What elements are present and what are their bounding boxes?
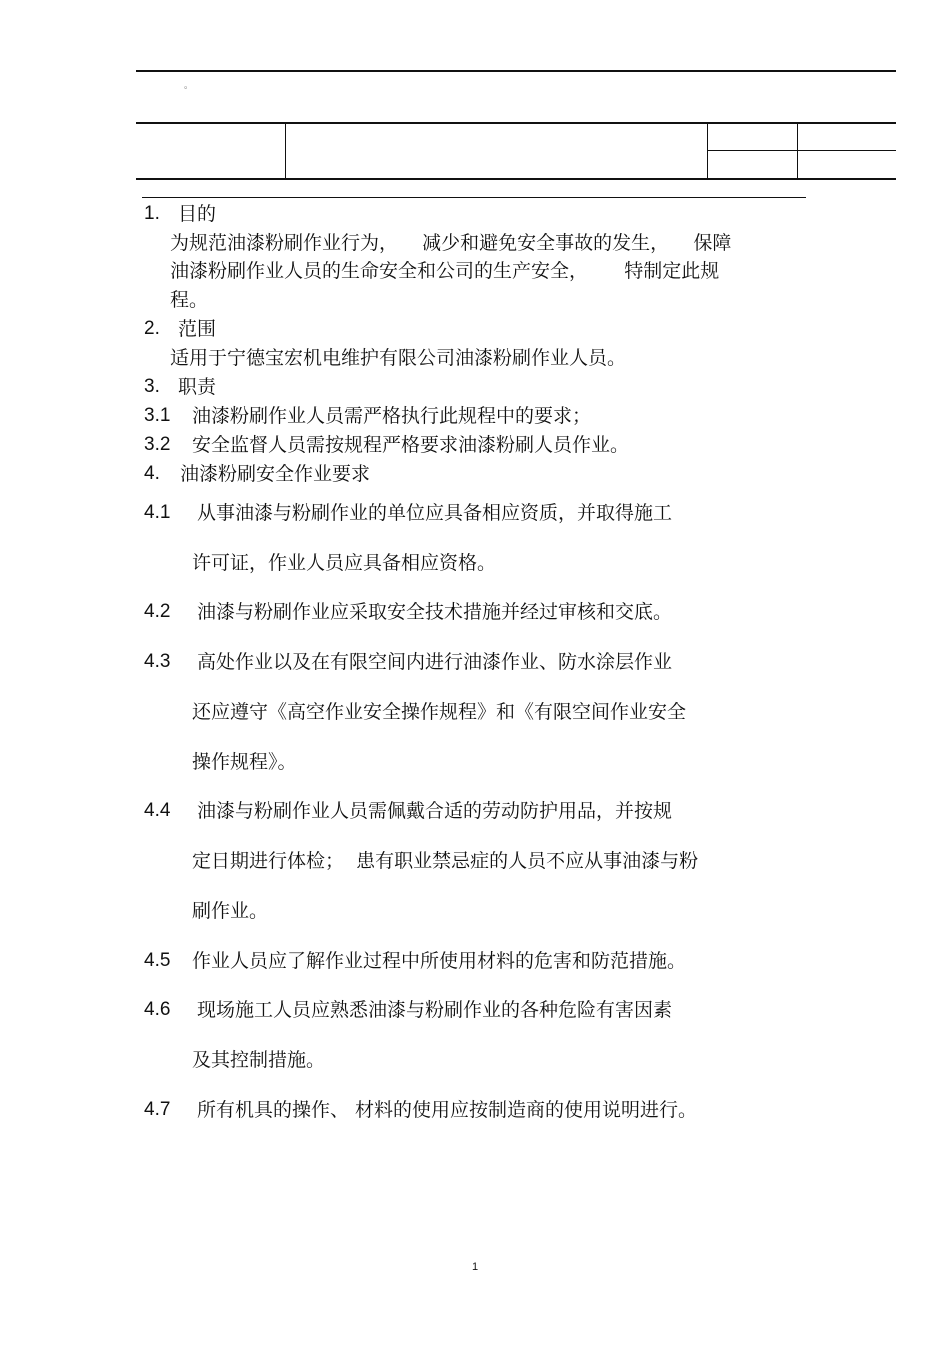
section-4-3-line-2: 还应遵守《高空作业安全操作规程》和《有限空间作业安全 <box>192 701 687 723</box>
section-3-title: 职责 <box>178 376 217 398</box>
header-table-divider-1 <box>285 123 286 179</box>
section-1-para-line-1: 为规范油漆粉刷作业行为， 减少和避免安全事故的发生， 保障 <box>170 232 732 254</box>
section-4-3-line-1: 高处作业以及在有限空间内进行油漆作业、防水涂层作业 <box>197 651 673 673</box>
section-2-number: 2. <box>144 318 160 339</box>
page-number: 1 <box>472 1261 479 1273</box>
section-4-3-number: 4.3 <box>144 651 171 672</box>
header-table-bottom-border <box>136 178 896 180</box>
section-4-4-line-2: 定日期进行体检； 患有职业禁忌症的人员不应从事油漆与粉 <box>192 850 699 872</box>
section-3-1-number: 3.1 <box>144 405 171 426</box>
section-1-number: 1. <box>144 203 160 224</box>
section-1-title: 目的 <box>178 203 217 225</box>
section-4-4-number: 4.4 <box>144 800 171 821</box>
section-4-1-line-1: 从事油漆与粉刷作业的单位应具备相应资质，并取得施工 <box>197 502 673 524</box>
section-4-6-line-1: 现场施工人员应熟悉油漆与粉刷作业的各种危险有害因素 <box>197 999 673 1021</box>
section-2-para-line-1: 适用于宁德宝宏机电维护有限公司油漆粉刷作业人员。 <box>170 347 627 369</box>
section-4-7-number: 4.7 <box>144 1099 171 1120</box>
section-3-number: 3. <box>144 376 160 397</box>
section-4-2-line-1: 油漆与粉刷作业应采取安全技术措施并经过审核和交底。 <box>197 601 673 623</box>
section-4-4-line-1: 油漆与粉刷作业人员需佩戴合适的劳动防护用品，并按规 <box>197 800 673 822</box>
section-4-number: 4. <box>144 463 160 484</box>
section-4-4-line-3: 刷作业。 <box>192 900 269 922</box>
section-3-2-text: 安全监督人员需按规程严格要求油漆粉刷人员作业。 <box>192 434 630 456</box>
header-table-divider-3 <box>797 123 798 179</box>
section-4-7-line-1: 所有机具的操作、 材料的使用应按制造商的使用说明进行。 <box>197 1099 698 1121</box>
section-4-2-number: 4.2 <box>144 601 171 622</box>
section-4-3-line-3: 操作规程》。 <box>192 751 297 773</box>
top-rule <box>136 70 896 72</box>
section-2-title: 范围 <box>178 318 217 340</box>
section-4-1-line-2: 许可证，作业人员应具备相应资格。 <box>192 552 497 574</box>
section-4-5-line-1: 作业人员应了解作业过程中所使用材料的危害和防范措施。 <box>192 950 687 972</box>
section-4-6-line-2: 及其控制措施。 <box>192 1049 326 1071</box>
header-table-mid-border <box>707 150 896 151</box>
section-4-title: 油漆粉刷安全作业要求 <box>180 463 371 485</box>
section-3-1-text: 油漆粉刷作业人员需严格执行此规程中的要求； <box>192 405 592 427</box>
section-4-1-number: 4.1 <box>144 502 171 523</box>
header-table-divider-2 <box>707 123 708 179</box>
section-1-para-line-2: 油漆粉刷作业人员的生命安全和公司的生产安全， 特制定此规 <box>170 260 720 282</box>
section-4-5-number: 4.5 <box>144 950 171 971</box>
section-4-6-number: 4.6 <box>144 999 171 1020</box>
content-top-rule <box>142 197 806 198</box>
section-3-2-number: 3.2 <box>144 434 171 455</box>
section-1-para-line-3: 程。 <box>170 289 209 311</box>
header-table-top-border <box>136 122 896 124</box>
header-mark: 。 <box>184 81 194 91</box>
